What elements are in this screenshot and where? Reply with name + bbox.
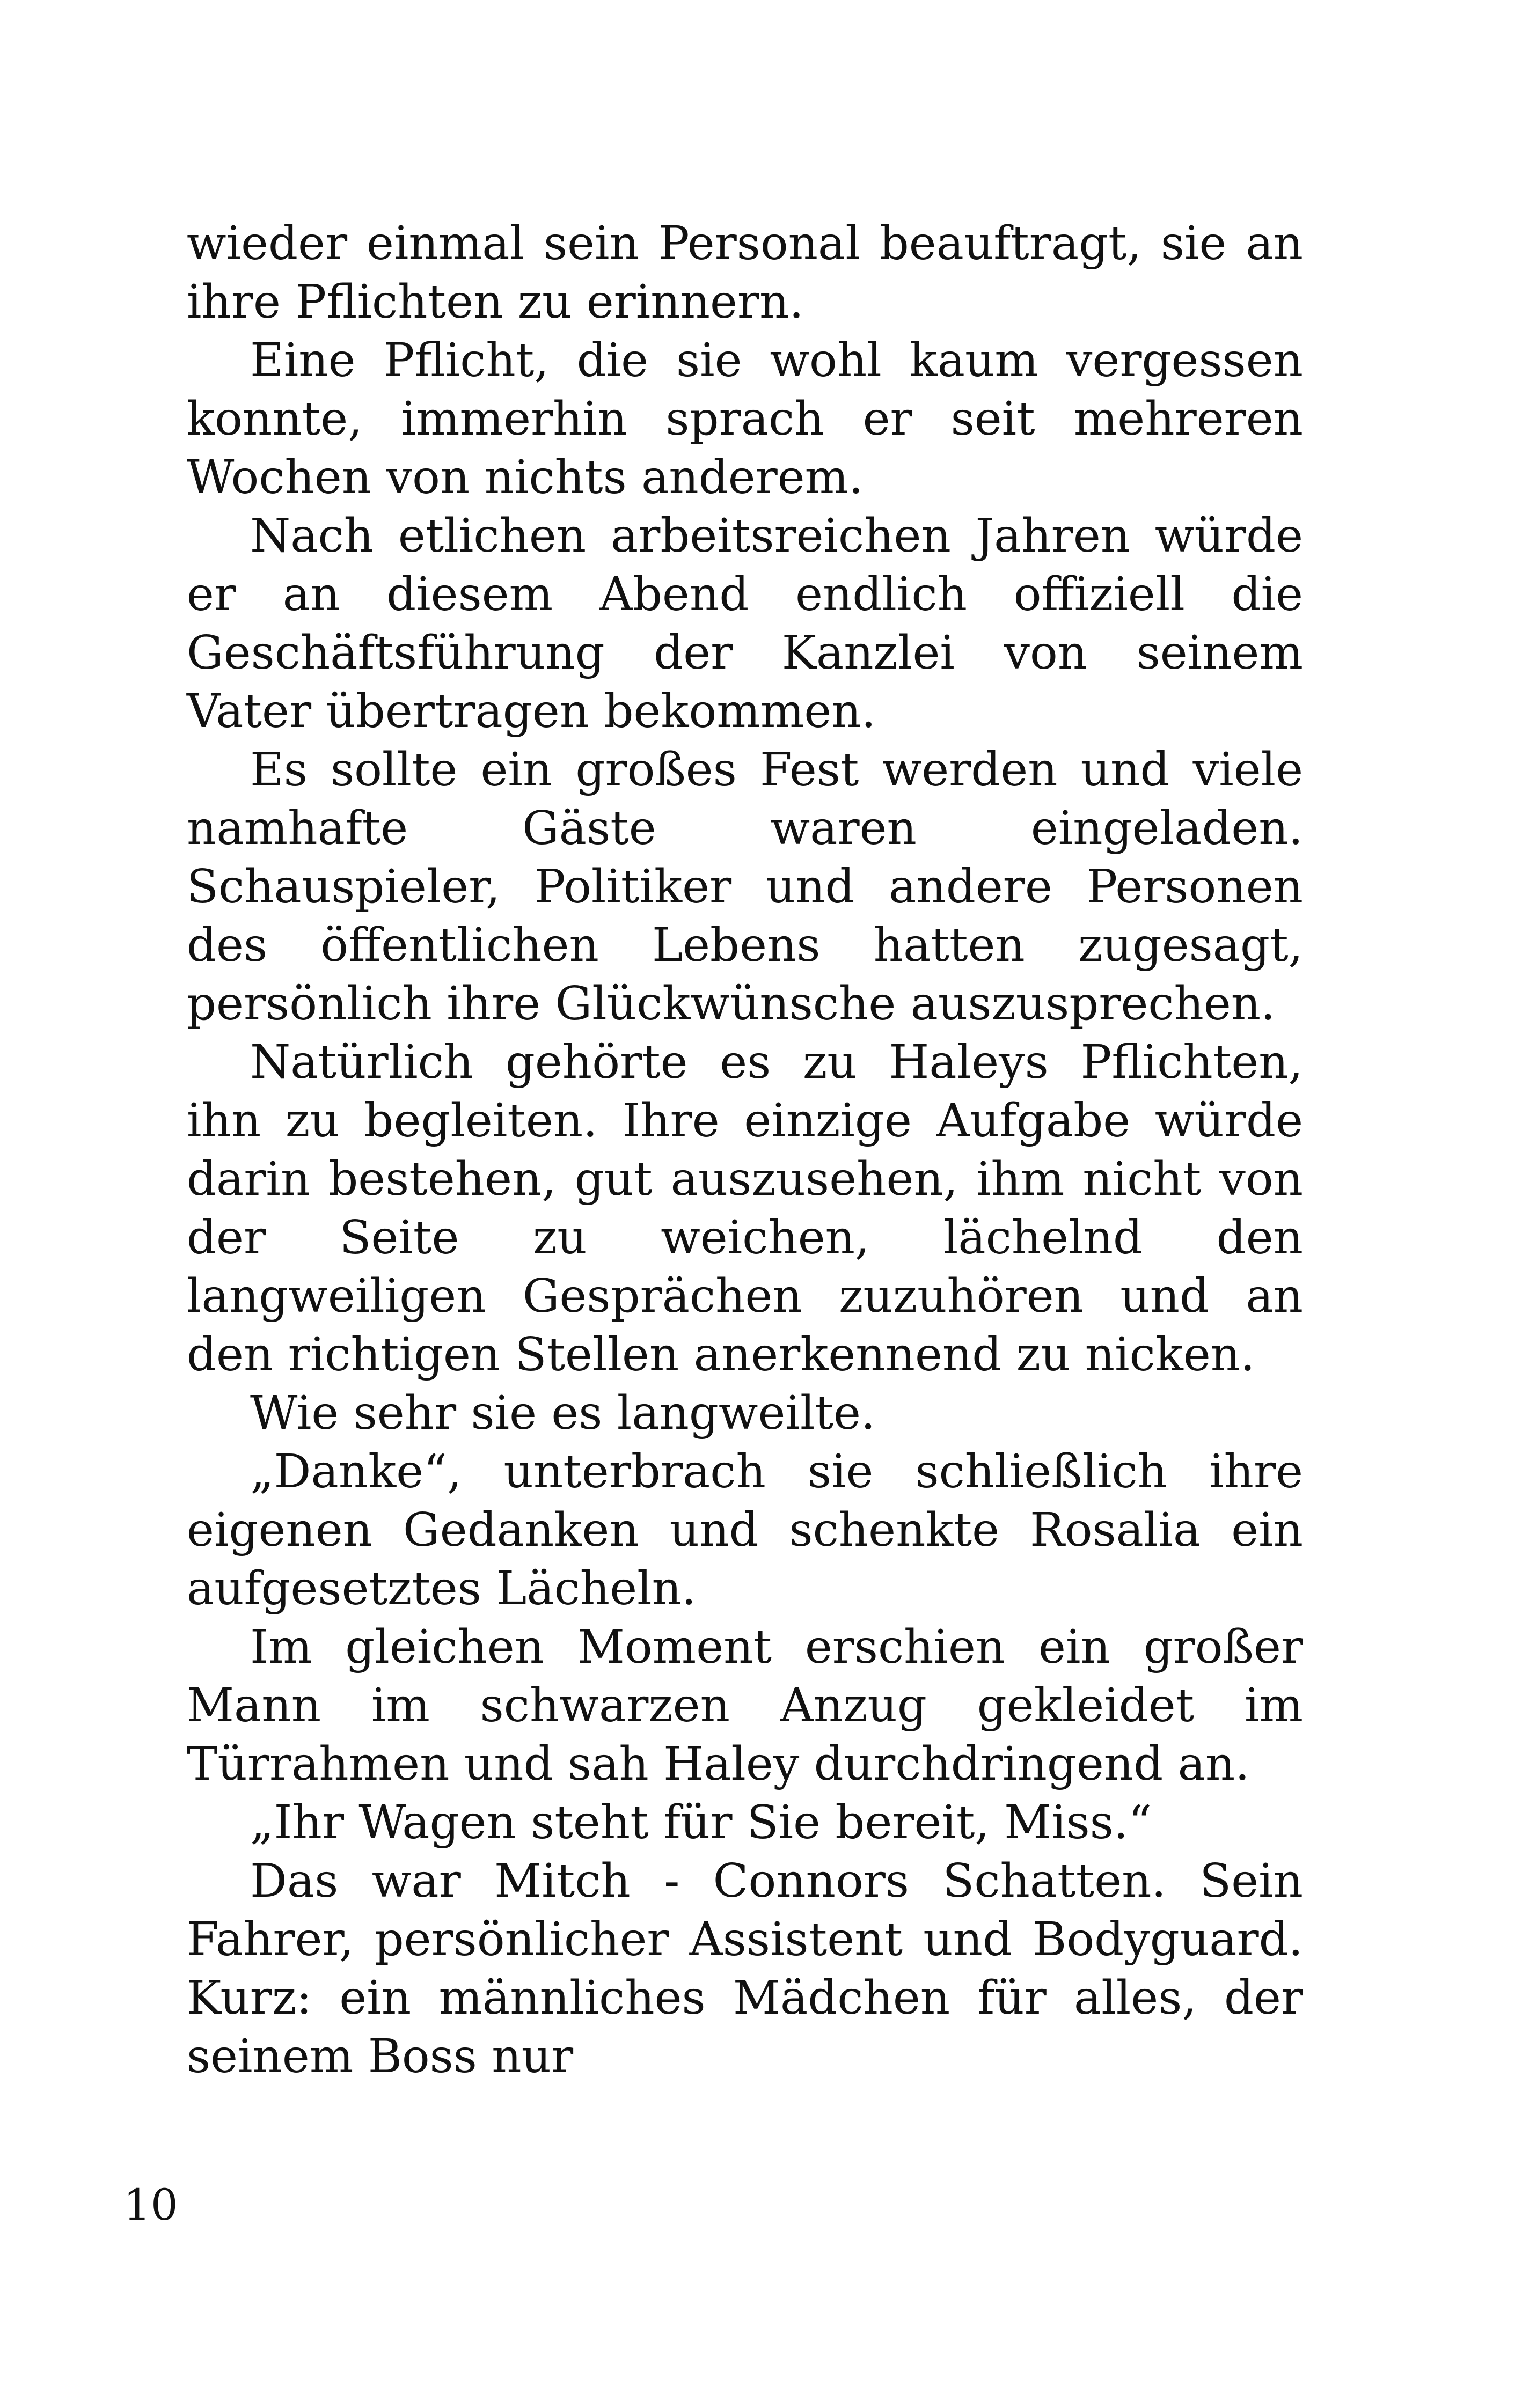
paragraph: Das war Mitch - Connors Schatten. Sein Fahrer, persönlicher Assistent und Bodyguard. Kurz: ein männliches Mädchen für alles, der seinem Boss nur — [187, 1854, 1303, 2083]
paragraph: „Danke“, unterbrach sie schließlich ihre eigenen Gedanken und schenkte Rosalia ein aufgesetztes Lächeln. — [187, 1445, 1303, 1616]
paragraph: Nach etlichen arbeitsreichen Jahren würde er an diesem Abend endlich offiziell die Geschäftsführung der Kanzlei von seinem Vater übertragen bekommen. — [187, 509, 1303, 738]
paragraph-continuation: wieder einmal sein Personal beauftragt, sie an ihre Pflichten zu erinnern. — [187, 217, 1303, 329]
paragraph: Wie sehr sie es langweilte. — [250, 1386, 876, 1440]
paragraph: Eine Pflicht, die sie wohl kaum vergessen konnte, immerhin sprach er seit mehreren Wochen von nichts anderem. — [187, 334, 1303, 504]
body-text — [187, 215, 1303, 2086]
paragraph: Natürlich gehörte es zu Haleys Pflichten, ihn zu begleiten. Ihre einzige Aufgabe würde darin bestehen, gut auszusehen, ihm nicht von der Seite zu weichen, lächelnd den langweiligen Gesprächen zuzuhören und an den richtigen Stellen anerkennend zu nicken. — [187, 1036, 1303, 1382]
paragraph: Es sollte ein großes Fest werden und viele namhafte Gäste waren eingeladen. Schauspieler, Politiker und andere Personen des öffentlichen Lebens hatten zugesagt, persönlich ihre Glückwünsche auszusprechen. — [187, 743, 1303, 1031]
paragraph: Im gleichen Moment erschien ein großer Mann im schwarzen Anzug gekleidet im Türrahmen und sah Haley durchdringend an. — [187, 1620, 1303, 1791]
paragraph: „Ihr Wagen steht für Sie bereit, Miss.“ — [250, 1796, 1152, 1849]
page-number: 10 — [123, 2180, 178, 2230]
